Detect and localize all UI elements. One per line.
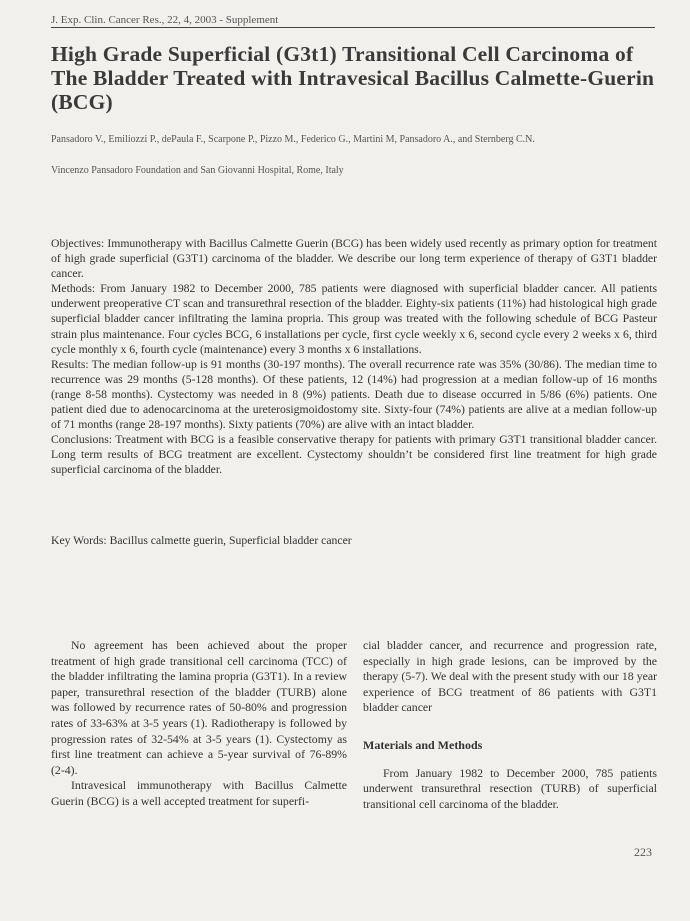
abstract-conclusions: Conclusions: Treatment with BCG is a feasible conservative therapy for patients with primary G3T1 transitional bladder cancer. Long term results of BCG treatment are excellent. Cystectomy shouldn’t be considered first line treatment for high grade superficial carcinoma of the bladder.: [51, 433, 657, 477]
page-number: 223: [634, 845, 652, 859]
journal-header: J. Exp. Clin. Cancer Res., 22, 4, 2003 - Supplement: [51, 14, 655, 28]
intro-paragraph-2-continued: cial bladder cancer, and recurrence and progression rate, especially in high grade lesions, can be improved by the therapy (5-7). We deal with the present study with our 18 year experience of BCG treatment of 86 patients with G3T1 bladder cancer: [363, 638, 657, 715]
affiliation: Vincenzo Pansadoro Foundation and San Giovanni Hospital, Rome, Italy: [51, 165, 344, 176]
methods-paragraph-1: From January 1982 to December 2000, 785 patients underwent transurethral resection (TURB) of superficial transitional cell carcinoma of the bladder.: [363, 765, 657, 811]
article-title: High Grade Superficial (G3t1) Transitional Cell Carcinoma of The Bladder Treated with Intravesical Bacillus Calmette-Guerin (BCG): [51, 42, 655, 114]
abstract-objectives: Objectives: Immunotherapy with Bacillus Calmette Guerin (BCG) has been widely used recently as primary option for treatment of high grade superficial (G3T1) carcinoma of the bladder. We describe our long term experience of therapy of G3T1 bladder cancer.: [51, 237, 657, 281]
intro-paragraph-1: No agreement has been achieved about the proper treatment of high grade transitional cell carcinoma (TCC) of the bladder infiltrating the lamina propria (G3T1). In a review paper, transurethral resection of the bladder (TURB) alone was followed by recurrence rates of 50-80% and progression rates of 33-63% at 3-5 years (1). Radiotherapy is followed by progression rates of 32-54% at 3-5 years (1). Cystectomy as first line treatment can achieve a 5-year survival of 76-89% (2-4).: [51, 638, 347, 777]
keywords: Key Words: Bacillus calmette guerin, Superficial bladder cancer: [51, 534, 352, 547]
section-heading-methods: Materials and Methods: [363, 737, 483, 752]
body-column-left: [51, 638, 347, 810]
abstract-methods: Methods: From January 1982 to December 2000, 785 patients were diagnosed with superficial bladder cancer. All patients underwent preoperative CT scan and transurethral resection of the bladder. Eighty-six patients (11%) had histological high grade superficial bladder cancer infiltrating the lamina propria. This group was treated with the following schedule of BCG Pasteur strain plus maintenance. Four cycles BCG, 6 installations per cycle, first cycle weekly x 6, second cycle every 2 weeks x 6, third cycle monthly x 6, fourth cycle (maintenance) every 3 months x 6 installations.: [51, 282, 657, 356]
abstract-results: Results: The median follow-up is 91 months (30-197 months). The overall recurrence rate was 35% (30/86). The median time to recurrence was 29 months (5-128 months). Of these patients, 12 (14%) had progression at a median follow-up of 16 months (range 8-58 months). Cystectomy was needed in 8 (9%) patients. Death due to disease occurred in 5/86 (6%) patients. One patient died due to adenocarcinoma at the ureterosigmoidostomy site. Sixty-four (74%) patients are alive at a median follow-up of 71 months (range 28-197 months). Sixty patients (70%) are alive with an intact bladder.: [51, 357, 657, 432]
author-list: Pansadoro V., Emiliozzi P., dePaula F., Scarpone P., Pizzo M., Federico G., Martini M, Pansadoro A., and Sternberg C.N.: [51, 134, 535, 145]
abstract: [51, 236, 657, 478]
intro-paragraph-2: Intravesical immunotherapy with Bacillus Calmette Guerin (BCG) is a well accepted treatment for superfi-: [51, 778, 347, 808]
body-column-right: [363, 638, 657, 812]
